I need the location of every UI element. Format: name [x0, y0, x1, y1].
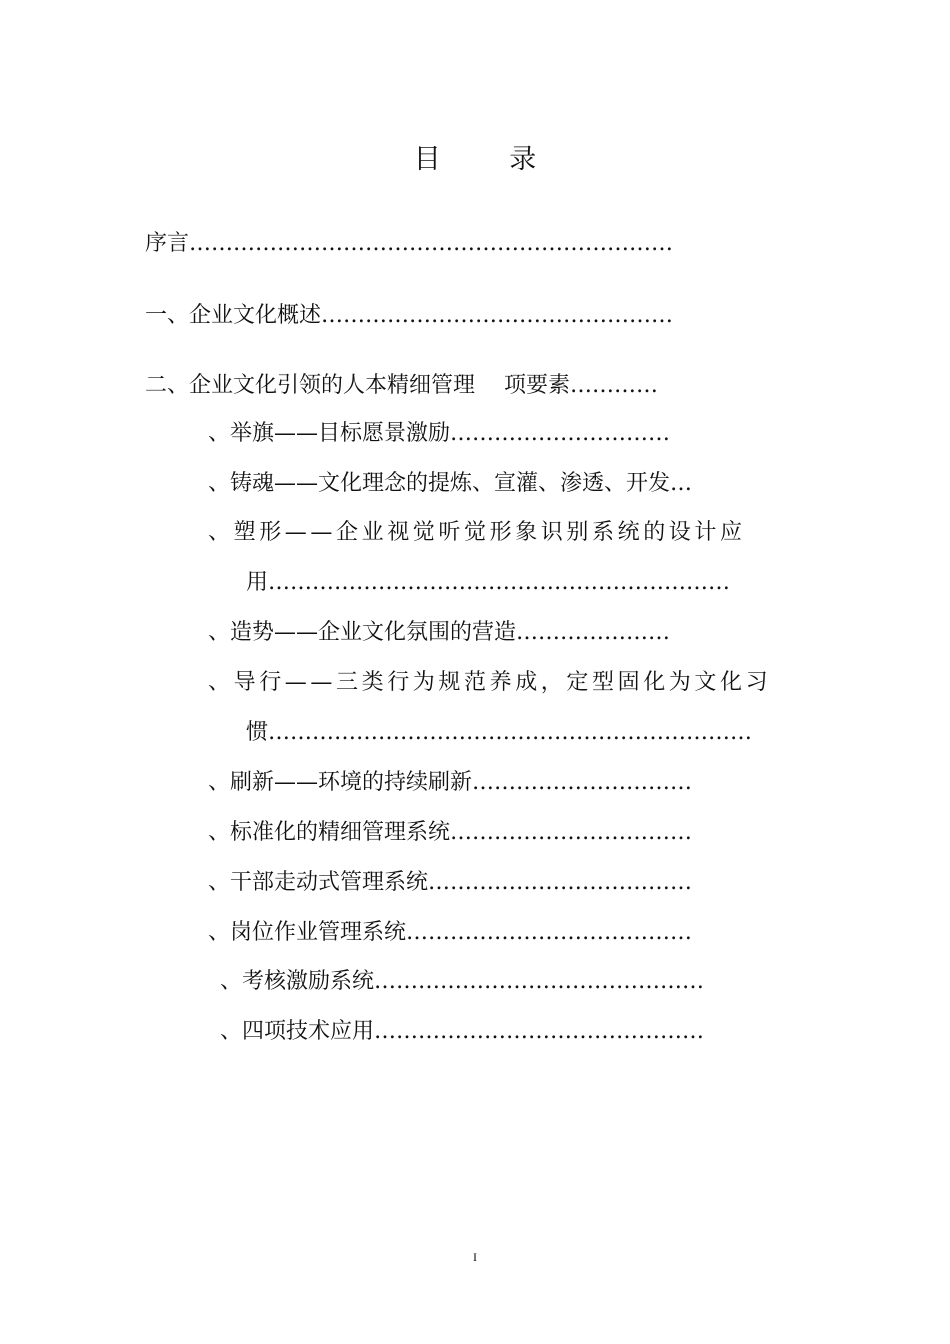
- toc-entry-2-5-continued[interactable]: 惯…………………………………………………………: [246, 720, 753, 745]
- toc-entry-2-11[interactable]: 、四项技术应用………………………………………: [220, 1019, 705, 1044]
- toc-entry-preface[interactable]: 序言…………………………………………………………: [145, 231, 674, 256]
- toc-entry-2-7[interactable]: 、标准化的精细管理系统……………………………: [208, 820, 693, 845]
- toc-entry-2-5[interactable]: 、导行——三类行为规范养成，定型固化为文化习: [208, 670, 772, 695]
- toc-entry-2-8[interactable]: 、干部走动式管理系统………………………………: [208, 870, 693, 895]
- toc-entry-2-3-continued[interactable]: 用………………………………………………………: [246, 570, 731, 595]
- toc-entry-2-10[interactable]: 、考核激励系统………………………………………: [220, 969, 705, 994]
- toc-entry-2-2[interactable]: 、铸魂——文化理念的提炼、宣灌、渗透、开发…: [208, 471, 693, 496]
- toc-entry-chapter-1[interactable]: 一、企业文化概述…………………………………………: [145, 303, 674, 328]
- toc-entry-2-3[interactable]: 、塑形——企业视觉听觉形象识别系统的设计应: [208, 520, 746, 545]
- toc-entry-2-4[interactable]: 、造势——企业文化氛围的营造…………………: [208, 620, 671, 645]
- toc-entry-2-1[interactable]: 、举旗——目标愿景激励…………………………: [208, 421, 671, 446]
- toc-entry-chapter-2[interactable]: 二、企业文化引领的人本精细管理 项要素…………: [145, 373, 658, 398]
- toc-entry-2-9[interactable]: 、岗位作业管理系统…………………………………: [208, 920, 693, 945]
- toc-entry-2-6[interactable]: 、刷新——环境的持续刷新…………………………: [208, 770, 693, 795]
- page-number: I: [473, 1250, 477, 1264]
- page-title: 目 录: [413, 144, 567, 175]
